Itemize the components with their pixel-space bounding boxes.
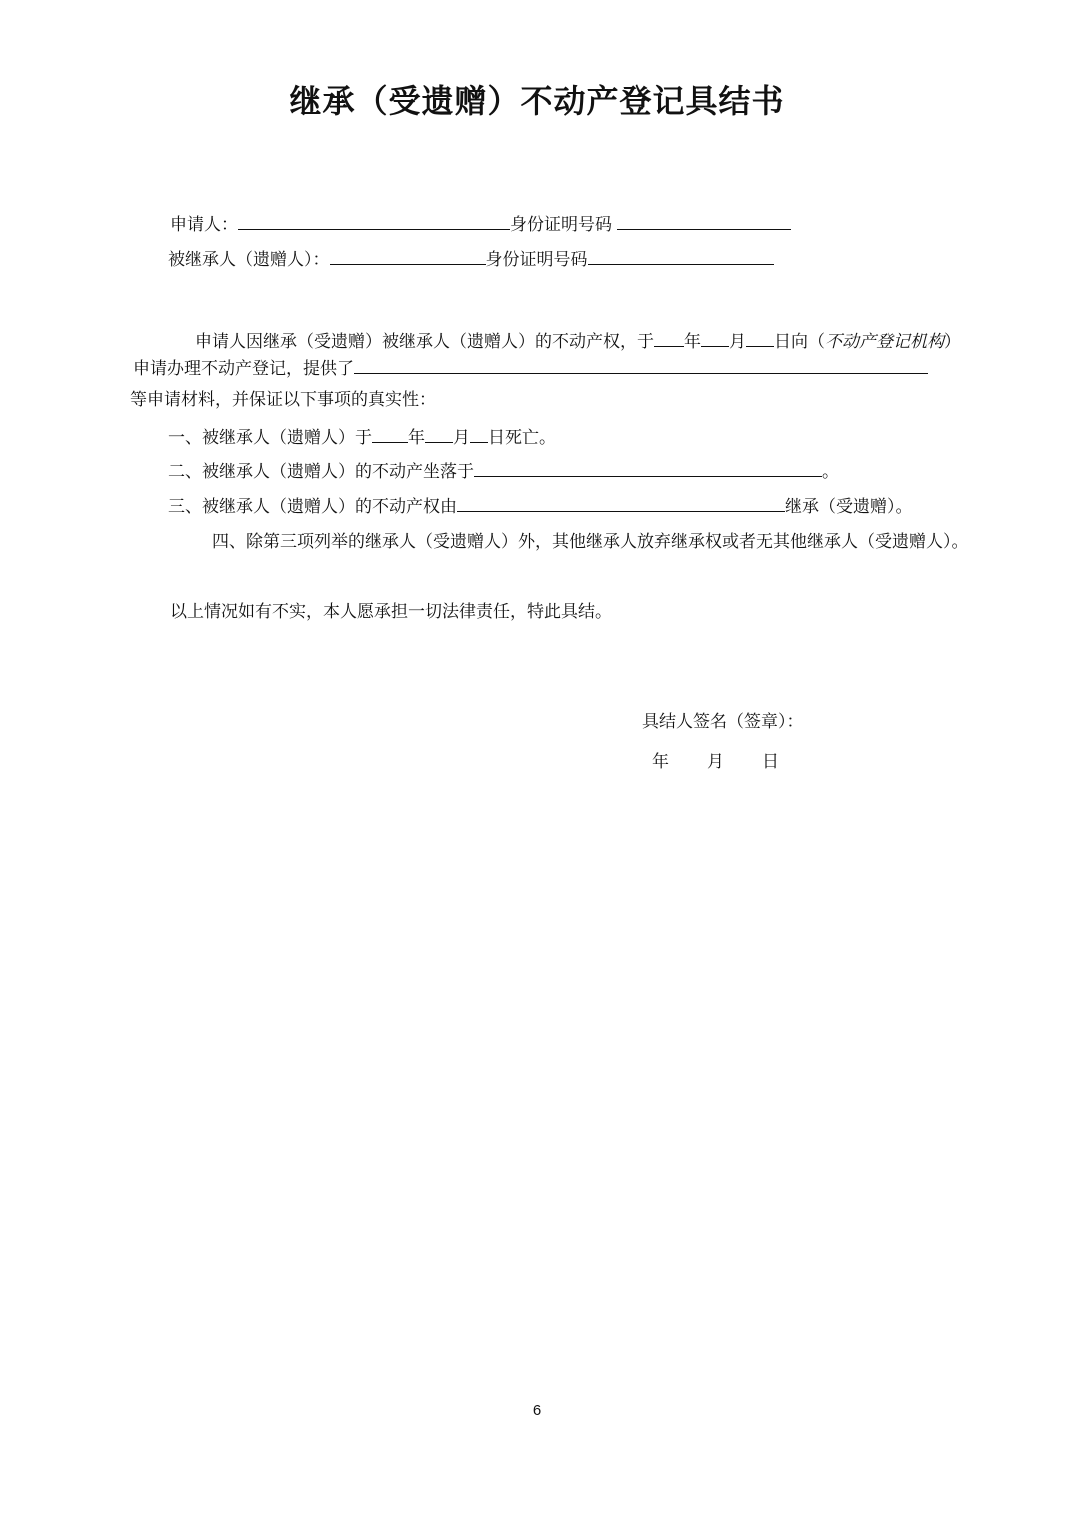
applicant-name-field[interactable] — [238, 211, 510, 230]
paragraph-text: 等申请材料，并保证以下事项的真实性： — [130, 390, 436, 410]
materials-field[interactable] — [354, 355, 928, 374]
decedent-id-label: 身份证明号码 — [485, 250, 588, 270]
decedent-label: 被继承人（遗赠人）： — [168, 250, 330, 270]
page-number: 6 — [532, 1402, 542, 1419]
decedent-name-field[interactable] — [330, 246, 486, 265]
period: 。 — [822, 462, 839, 482]
paragraph-text: 申请办理不动产登记，提供了 — [133, 359, 354, 379]
signature-label-text: 具结人签名（签章）： — [642, 712, 804, 732]
signature-month: 月 — [707, 752, 724, 772]
death-day-field[interactable] — [470, 424, 488, 443]
signature-year: 年 — [652, 752, 669, 772]
year-label: 年 — [408, 428, 425, 448]
item-3-end: 继承（受遗赠）。 — [785, 497, 913, 517]
item-2-text: 二、被继承人（遗赠人）的不动产坐落于 — [168, 462, 474, 482]
paren-close: ） — [944, 332, 961, 352]
year-label: 年 — [684, 332, 701, 352]
month-label: 月 — [729, 332, 746, 352]
applicant-row — [170, 211, 791, 237]
item-2 — [168, 458, 839, 484]
application-month-field[interactable] — [701, 328, 729, 347]
paragraph-line-3 — [130, 388, 436, 412]
day-label: 日死亡。 — [488, 428, 556, 448]
item-3 — [168, 493, 913, 519]
day-label: 日向（ — [774, 332, 825, 352]
applicant-id-field[interactable] — [617, 211, 791, 230]
decedent-row — [168, 246, 774, 272]
paragraph-text: 申请人因继承（受遗赠）被继承人（遗赠人）的不动产权，于 — [195, 332, 654, 352]
item-1 — [168, 424, 556, 450]
paragraph-line-2 — [133, 355, 928, 381]
death-month-field[interactable] — [425, 424, 453, 443]
applicant-label: 申请人： — [170, 215, 238, 235]
signature-date — [652, 750, 779, 774]
signature-day: 日 — [762, 752, 779, 772]
item-3-text: 三、被继承人（遗赠人）的不动产权由 — [168, 497, 457, 517]
heir-name-field[interactable] — [457, 493, 785, 512]
month-label: 月 — [453, 428, 470, 448]
item-4 — [212, 530, 969, 554]
signature-label — [642, 710, 804, 734]
applicant-id-label: 身份证明号码 — [510, 215, 612, 235]
item-1-text: 一、被继承人（遗赠人）于 — [168, 428, 372, 448]
application-day-field[interactable] — [746, 328, 774, 347]
item-4-text: 四、除第三项列举的继承人（受遗赠人）外，其他继承人放弃继承权或者无其他继承人（受遗赠人）。 — [212, 532, 969, 552]
death-year-field[interactable] — [372, 424, 408, 443]
property-location-field[interactable] — [474, 458, 822, 477]
statement-text: 以上情况如有不实，本人愿承担一切法律责任，特此具结。 — [170, 602, 612, 622]
registration-agency-placeholder: 不动产登记机构 — [825, 332, 944, 352]
paragraph-line-1 — [195, 328, 961, 354]
document-title: 继承（受遗赠）不动产登记具结书 — [289, 82, 785, 120]
statement — [170, 600, 612, 624]
decedent-id-field[interactable] — [588, 246, 774, 265]
application-year-field[interactable] — [654, 328, 684, 347]
